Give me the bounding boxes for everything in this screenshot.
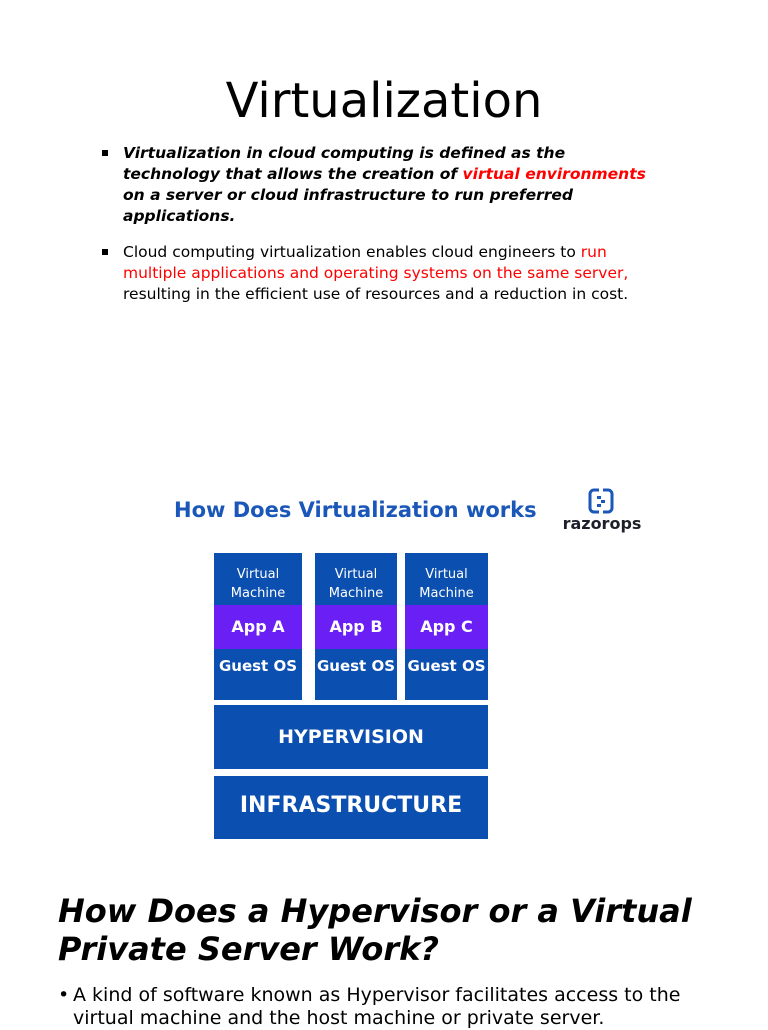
bullet-text: Virtualization in cloud computing is defined as the technology that allows the creation of virtual environments on a server or cloud infrastructure to run preferred applications. xyxy=(123,144,646,225)
hypervisor-layer: HYPERVISION xyxy=(214,705,488,769)
virtual-machine-b xyxy=(315,553,397,700)
razorops-logo xyxy=(557,488,647,536)
bullet-text: Cloud computing virtualization enables cloud engineers to run multiple applications and operating systems on the same server, resulting in the efficient use of resources and a reduction in cost. xyxy=(123,243,629,303)
diagram-title: How Does Virtualization works xyxy=(174,498,537,522)
slide-title: Virtualization xyxy=(225,73,543,129)
highlight-text: run multiple applications and operating systems on the same server, xyxy=(123,243,629,282)
virtual-machine-a xyxy=(214,553,302,700)
app-block: App C xyxy=(405,605,488,649)
virtual-machine-c xyxy=(405,553,488,700)
bullet-hypervisor xyxy=(58,984,698,1030)
guest-os-label: Guest OS xyxy=(316,657,396,675)
vm-label: Virtual Machine xyxy=(419,567,474,601)
guest-os-label: Guest OS xyxy=(218,657,298,675)
vm-label: Virtual Machine xyxy=(328,567,384,601)
bullet-marker xyxy=(102,249,108,255)
bullet-definition xyxy=(102,143,662,227)
infrastructure-layer: INFRASTRUCTURE xyxy=(214,776,488,839)
section-heading: How Does a Hypervisor or a Virtual Private Server Work? xyxy=(58,892,692,968)
razorops-logo-icon xyxy=(588,488,614,514)
bullet-marker xyxy=(102,150,108,156)
guest-os-label: Guest OS xyxy=(407,657,486,675)
bullet-benefit xyxy=(102,242,662,305)
logo-text: razorops xyxy=(562,514,642,533)
vm-label: Virtual Machine xyxy=(230,567,286,601)
bullet-dot: • xyxy=(58,984,70,1006)
highlight-text: virtual environments xyxy=(462,165,646,183)
app-block: App A xyxy=(214,605,302,649)
bullet-text: A kind of software known as Hypervisor facilitates access to the virtual machine and the host machine or private server. xyxy=(73,984,681,1029)
app-block: App B xyxy=(315,605,397,649)
